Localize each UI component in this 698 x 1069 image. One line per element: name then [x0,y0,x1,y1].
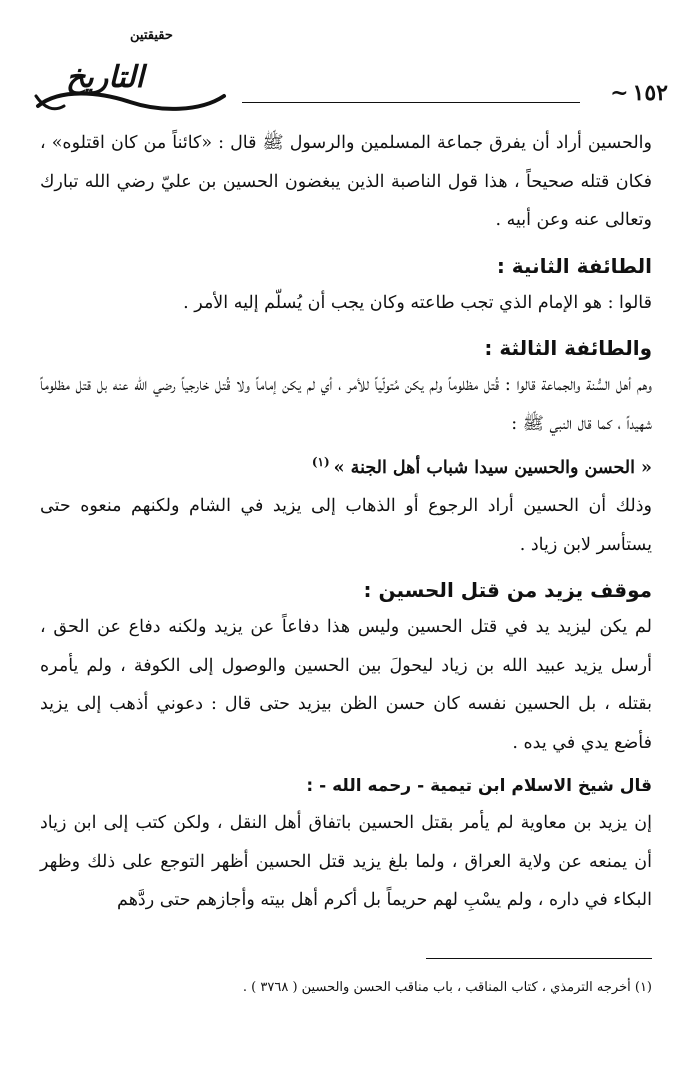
footnote-number: (١) [634,980,652,995]
heading-ibn-taymiyyah: قال شيخ الاسلام ابن تيمية - رحمه الله - : [306,776,652,797]
footnote-rule [426,958,652,959]
page-number-ornament: ~ [610,80,629,106]
page-body [40,124,652,920]
paragraph-1: والحسين أراد أن يفرق جماعة المسلمين والرسول ﷺ قال : «كائناً من كان اقتلوه» ، فكان قتله صحيحاً ، هذا قول الناصبة الذين يبغضون الحسين بن عليّ رضي الله تبارك وتعالى عنه وعن أبيه . [40,133,652,230]
paragraph-5: لم يكن ليزيد يد في قتل الحسين وليس هذا دفاعاً عن يزيد ولكنه دفاع عن الحق ، أرسل يزيد عبيد الله بن زياد ليحولَ بين الحسين والوصول إلى الكوفة ، ولم يأمره بقتله ، بل الحسين نفسه كان حسن الظن بيزيد حتى قال : دعوني أذهب إلى يزيد فأضع يدي في يده . [40,617,652,753]
hadith-text: « الحسن والحسين سيدا شباب أهل الجنة » [333,457,652,478]
paragraph-2: قالوا : هو الإمام الذي تجب طاعته وكان يجب أن يُسلّم إليه الأمر . [183,292,652,313]
page-number-text: ١٥٢ [632,80,668,106]
heading-third-group: والطائفة الثالثة : [484,336,652,360]
calligraphy-swash-icon [30,86,230,116]
paragraph-4: وذلك أن الحسين أراد الرجوع أو الذهاب إلى يزيد في الشام ولكنهم منعوه حتى يستأسر لابن زياد . [40,496,652,555]
footnote-text: أخرجه الترمذي ، كتاب المناقب ، باب مناقب الحسن والحسين ( ٣٧٦٨ ) . [242,980,631,995]
footnote-reference: (١) [311,455,330,469]
hadith-quote [40,443,652,487]
book-title-block [30,28,240,120]
heading-yazid-position: موقف يزيد من قتل الحسين : [363,578,652,603]
heading-second-group: الطائفة الثانية : [496,253,652,278]
paragraph-6: إن يزيد بن معاوية لم يأمر بقتل الحسين باتفاق أهل النقل ، ولكن كتب إلى ابن زياد أن يمنعه عن ولاية العراق ، ولما بلغ يزيد قتل الحسين أظهر التوجع على ذلك وظهر البكاء في داره ، ولم يسْبِ لهم حريماً بل أكرم أهل بيته وأجازهم حتى ردَّهم [40,813,652,911]
book-title-note: حقيقتين [130,28,173,43]
book-title: التاريخ [66,60,144,95]
page-number [610,80,668,106]
footnote [40,978,652,998]
paragraph-3: وهم أهل السُّنة والجماعة قالوا : قُتل مظلوماً ولم يكن مُتولّياً للأمر ، أي لم يكن إماماً ولا قُتل خارجياً رضي الله عنه بل قتل مظلوماً شهيداً ، كما قال النبي ﷺ : [40,375,652,434]
page-header [30,28,668,120]
header-rule [242,102,580,103]
